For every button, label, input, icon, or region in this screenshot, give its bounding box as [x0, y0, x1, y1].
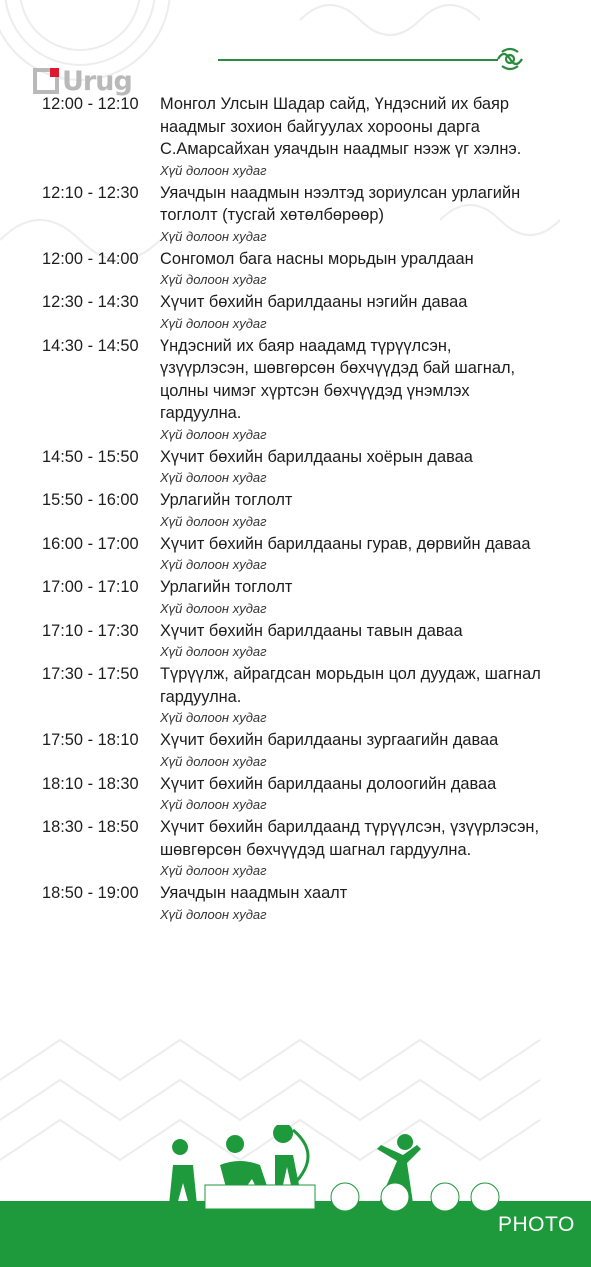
schedule-location: Хүй долоон худаг [160, 753, 267, 769]
schedule-details [160, 291, 542, 333]
schedule-time: 12:00 - 12:10 [42, 95, 139, 113]
schedule-time: 17:50 - 18:10 [42, 731, 139, 749]
schedule-location: Хүй долоон худаг [160, 272, 267, 287]
schedule-title: Хүчит бөхийн барилдаанд түрүүлсэн, үзүүрлэсэн, шөвгөрсөн бөхчүүдэд шагнал гардуулна. [160, 818, 540, 859]
schedule-item [42, 489, 542, 531]
schedule-time: 18:50 - 19:00 [42, 884, 139, 902]
schedule-item [42, 773, 542, 815]
schedule-title: Үндэсний их баяр наадамд түрүүлсэн, үзүүрлэсэн, шөвгөрсөн бөхчүүдэд бай шагнал, цолны чимэг хүртсэн бөхчүүдэд үнэмлэх гардуулна. [160, 336, 516, 422]
schedule-details [160, 576, 542, 618]
schedule-title: Урлагийн тоглолт [160, 491, 293, 509]
schedule-title: Сонгомол бага насны морьдын уралдаан [160, 249, 474, 268]
schedule-title: Хүчит бөхийн барилдааны гурав, дөрвийн даваа [160, 534, 531, 553]
schedule-details [160, 182, 542, 246]
schedule-item [42, 182, 542, 246]
top-divider [218, 59, 498, 61]
schedule-title: Хүчит бөхийн барилдааны тавын даваа [160, 621, 463, 640]
schedule-location: Хүй долоон худаг [160, 426, 267, 442]
schedule-details [160, 620, 542, 662]
ornament-icon [494, 46, 526, 72]
schedule-time: 14:30 - 14:50 [42, 336, 139, 355]
schedule-details [160, 533, 542, 575]
schedule-item [42, 93, 542, 180]
schedule-title: Монгол Улсын Шадар сайд, Үндэсний их баяр наадмыг зохион байгуулах хорооны дарга С.Амарсайхан уяачдын наадмыг нээж үг хэлнэ. [160, 95, 522, 158]
schedule-time: 12:10 - 12:30 [42, 183, 139, 202]
schedule-details [160, 773, 542, 815]
schedule-title: Хүчит бөхийн барилдааны зургаагийн даваа [160, 731, 499, 749]
schedule-item [42, 533, 542, 575]
schedule-item [42, 335, 542, 444]
schedule-location: Хүй долоон худаг [160, 162, 267, 178]
schedule-details [160, 93, 542, 180]
schedule-title: Уяачдын наадмын хаалт [160, 884, 348, 902]
wrestlers-archer-illustration [165, 1125, 525, 1220]
urug-logo [33, 66, 132, 96]
logo-mark-icon [33, 68, 59, 94]
schedule-details [160, 489, 542, 531]
schedule-time: 14:50 - 15:50 [42, 447, 139, 466]
schedule-location: Хүй долоон худаг [160, 470, 267, 485]
schedule-time: 18:10 - 18:30 [42, 774, 139, 793]
schedule-location: Хүй долоон худаг [160, 906, 267, 922]
schedule-time: 17:30 - 17:50 [42, 665, 139, 683]
schedule-location: Хүй долоон худаг [160, 557, 267, 572]
schedule-location: Хүй долоон худаг [160, 600, 267, 616]
schedule-details [160, 335, 542, 444]
schedule-item [42, 620, 542, 662]
schedule-list [42, 93, 542, 926]
schedule-location: Хүй долоон худаг [160, 797, 267, 812]
schedule-time: 16:00 - 17:00 [42, 534, 139, 553]
schedule-time: 12:00 - 14:00 [42, 249, 139, 268]
schedule-title: Хүчит бөхийн барилдааны долоогийн даваа [160, 774, 497, 793]
photo-label: PHOTO [498, 1213, 575, 1236]
schedule-time: 18:30 - 18:50 [42, 818, 139, 836]
logo-text: Urug [62, 65, 132, 97]
schedule-details [160, 729, 542, 771]
schedule-title: Түрүүлж, айрагдсан морьдын цол дуудаж, шагнал гардуулна. [160, 665, 541, 706]
schedule-time: 12:30 - 14:30 [42, 293, 139, 311]
schedule-location: Хүй долоон худаг [160, 644, 267, 659]
schedule-item [42, 576, 542, 618]
schedule-item [42, 729, 542, 771]
schedule-item [42, 816, 542, 880]
schedule-location: Хүй долоон худаг [160, 710, 267, 725]
schedule-time: 17:10 - 17:30 [42, 621, 139, 640]
schedule-details [160, 446, 542, 488]
schedule-details [160, 816, 542, 880]
schedule-time: 17:00 - 17:10 [42, 578, 139, 596]
schedule-location: Хүй долоон худаг [160, 315, 267, 331]
schedule-location: Хүй долоон худаг [160, 228, 267, 244]
schedule-item [42, 882, 542, 924]
schedule-title: Урлагийн тоглолт [160, 578, 293, 596]
schedule-details [160, 663, 542, 727]
schedule-title: Хүчит бөхийн барилдааны нэгийн даваа [160, 293, 468, 311]
schedule-details [160, 882, 542, 924]
schedule-location: Хүй долоон худаг [160, 863, 267, 878]
schedule-details [160, 248, 542, 290]
schedule-item [42, 291, 542, 333]
schedule-item [42, 248, 542, 290]
schedule-location: Хүй долоон худаг [160, 513, 267, 529]
schedule-title: Хүчит бөхийн барилдааны хоёрын даваа [160, 447, 473, 466]
schedule-item [42, 663, 542, 727]
schedule-item [42, 446, 542, 488]
schedule-time: 15:50 - 16:00 [42, 491, 139, 509]
schedule-title: Уяачдын наадмын нээлтэд зориулсан урлагийн тоглолт (тусгай хөтөлбөрөөр) [160, 183, 521, 224]
